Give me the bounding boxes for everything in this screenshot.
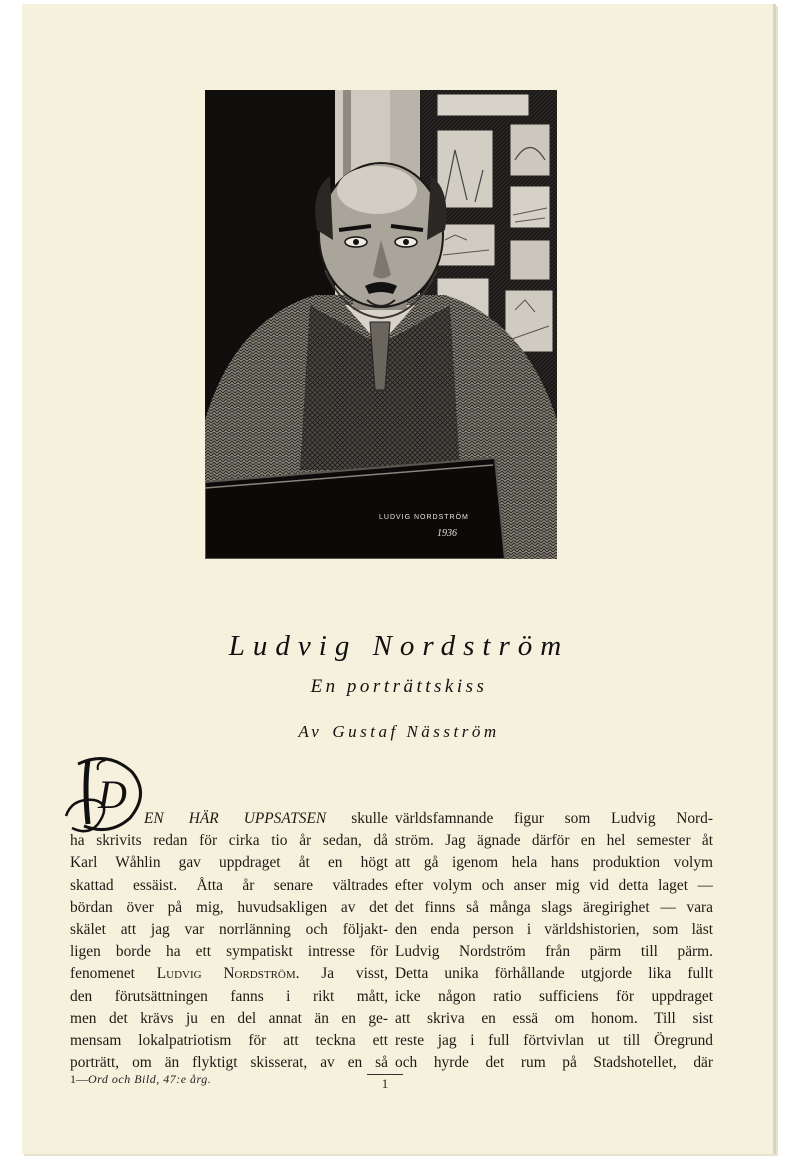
text-line: Ludvig Nordström från pärm till pärm.	[395, 943, 713, 961]
footnote-text: Ord och Bild, 47:e årg.	[88, 1072, 212, 1086]
opening-rest: skulle	[326, 810, 388, 827]
text-line-with-name	[70, 963, 388, 985]
text-column-right	[395, 808, 713, 1074]
portrait-woodcut	[205, 90, 557, 559]
footnote	[70, 1072, 211, 1087]
article-byline	[22, 722, 776, 742]
drop-cap-letter: D	[98, 772, 127, 817]
byline-prefix: Av	[298, 722, 323, 741]
text-line: den enda person i världshistorien, som läst	[395, 920, 713, 938]
byline-author: Gustaf Näsström	[332, 722, 500, 741]
text-line: efter volym och anser mig vid detta laget —	[395, 876, 713, 894]
text-line: porträtt, om än flyktigt skisserat, av en så	[70, 1054, 388, 1072]
text-line: världsfamnande figur som Ludvig Nord-	[395, 810, 713, 827]
page-number-rule	[367, 1074, 403, 1075]
text-line: att gå igenom hela hans produktion volym	[395, 854, 713, 872]
text-line: reste jag i full förtvivlan ut till Öregrund	[395, 1031, 713, 1049]
text-line: ström. Jag ägnade därför en hel semester åt	[395, 832, 713, 850]
text-line: att skriva en essä om honom. Till sist	[395, 1009, 713, 1027]
text-line: men det krävs ju en del annat än en ge-	[70, 1009, 388, 1027]
text-line: och hyrde det rum på Stadshotellet, där	[395, 1054, 713, 1072]
text-line: bördan över på mig, huvudsakligen av det	[70, 898, 388, 916]
text-line: skattad essäist. Åtta år senare vältrades	[70, 876, 388, 894]
artist-signature: LUDVIG NORDSTRÖM	[379, 514, 469, 521]
name-line-before: fenomenet	[70, 965, 157, 983]
article-title: Ludvig Nordström	[228, 630, 570, 662]
page-number: 1	[381, 1076, 389, 1091]
text-line: mensam lokalpatriotism för att teckna ett	[70, 1031, 388, 1049]
text-line: icke någon ratio sufficiens för uppdraget	[395, 987, 713, 1005]
article-subtitle: En porträttskiss	[310, 676, 488, 697]
text-line: Detta unika förhållande utgjorde lika fullt	[395, 965, 713, 983]
text-line: ligen borde ha ett sympatiskt intresse för	[70, 943, 388, 961]
text-line: det finns så många slags äregirighet — vara	[395, 898, 713, 916]
portrait-illustration	[205, 90, 557, 559]
text-line: ha skrivits redan för cirka tio år sedan, då	[70, 832, 388, 850]
signature-year: 1936	[437, 528, 457, 539]
footnote-number: 1—	[70, 1072, 88, 1086]
first-line	[70, 808, 388, 830]
text-line: skälet att jag var norrlänning och följakt-	[70, 920, 388, 938]
text-column-left	[70, 808, 388, 1074]
text-line: Karl Wåhlin gav uppdraget åt en högt	[70, 854, 388, 872]
text-line: den förutsättningen fanns i rikt mått,	[70, 987, 388, 1005]
scan-edge	[773, 4, 776, 1154]
opening-caps: EN HÄR UPPSATSEN	[144, 810, 327, 827]
subject-name: Ludvig Nordström	[156, 965, 296, 983]
name-line-after: . Ja visst,	[295, 965, 388, 983]
magazine-page	[22, 4, 776, 1154]
